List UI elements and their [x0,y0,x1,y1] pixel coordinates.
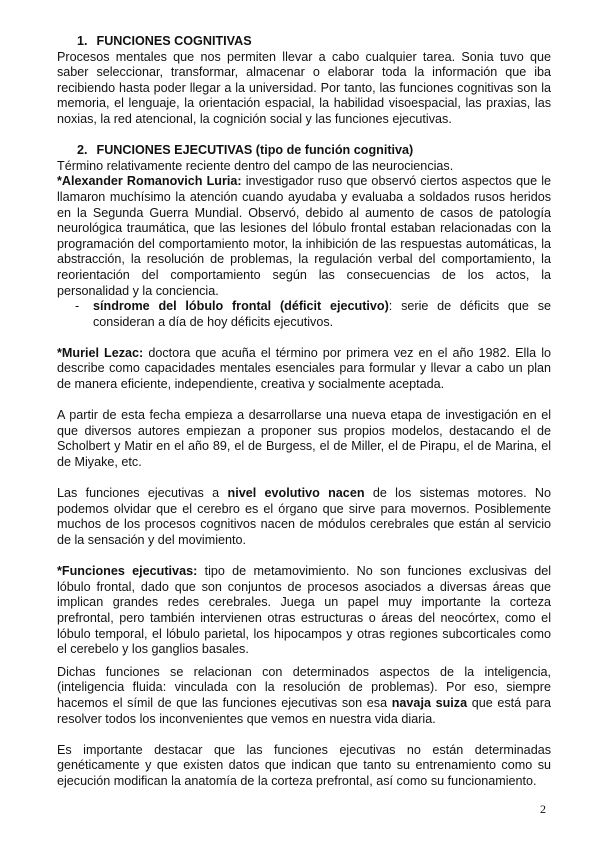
luria-paragraph [57,174,551,299]
bullet-text: : serie de déficits que se consideran a día de hoy déficits ejecutivos. [93,299,552,329]
section-1-heading [57,34,551,50]
luria-name: *Alexander Romanovich Luria: [57,174,242,189]
executive-functions-text: tipo de metamovimiento. No son funciones exclusivas del lóbulo frontal, dado que son conjuntos de procesos asociados a diversas áreas que implican grandes redes cerebrales. Juega un papel muy importante la corteza prefrontal, pero también intervienen otras estructuras o áreas del neocórtex, como el lóbulo temporal, el lóbulo parietal, los hipocampos y otras regiones subcorticales como el cerebelo y los ganglios basales. [57,564,552,657]
evolutive-paragraph [57,486,551,548]
lezac-name: *Muriel Lezac: [57,345,144,360]
evolutive-bold: nivel evolutivo nacen [227,486,365,501]
swiss-knife-pre: Dichas funciones se relacionan con determinados aspectos de la inteligencia, (inteligencia fluida: vinculada con la resolución de problemas). Por eso, siempre hacemos el símil de que las funciones ejecutivas son esa [57,664,551,710]
bullet-bold-term: síndrome del lóbulo frontal (déficit ejecutivo) [93,299,389,314]
section-2-title: FUNCIONES EJECUTIVAS (tipo de función cognitiva) [96,143,414,158]
bullet-dash: - [75,299,80,314]
training-paragraph: Es importante destacar que las funciones ejecutivas no están determinadas genéticamente y que existen datos que indican que tanto su entrenamiento como su ejecución modifican la anatomía de la corteza prefrontal, así como su funcionamiento. [57,742,551,788]
executive-functions-term: *Funciones ejecutivas: [57,564,198,579]
swiss-knife-paragraph [57,665,551,727]
section-1-number: 1. [77,34,88,48]
luria-text: investigador ruso que observó ciertos aspectos que le llamaron muchísimo la atención cuando ayudaba y evaluaba a soldados rusos heridos en la Segunda Guerra Mundial. Observó, debido al aumento de casos de patología neurológica traumática, que las lesiones del lóbulo frontal estaban relacionadas con la programación del comportamiento motor, la inhibición de las respuestas automáticas, la abstracción, la resolución de problemas, la regulación verbal del comportamiento, la reorientación del comportamiento según las consecuencias de los actos, la personalidad y la conciencia. [57,174,551,298]
section-2-heading [57,143,551,159]
section-2-intro: Término relativamente reciente dentro del campo de las neurociencias. [57,158,454,173]
page-number: 2 [540,802,546,816]
evolutive-post: de los sistemas motores. No podemos olvidar que el cerebro es el órgano que sirve para movernos. Posiblemente muchos de los procesos cognitivos nacen de módulos cerebrales que están al servicio de la sensación y del movimiento. [57,486,551,547]
section-1-title: FUNCIONES COGNITIVAS [96,34,252,48]
evolutive-pre: Las funciones ejecutivas a [57,486,228,501]
models-paragraph: A partir de esta fecha empieza a desarrollarse una nueva etapa de investigación en el que diversos autores empiezan a proponer sus propios modelos, destacando el de Scholbert y Matir en el año 89, el de Burgess, el de Miller, el de Pirapu, el de Marina, el de Miyake, etc. [57,408,551,470]
swiss-knife-post: que está para resolver todos los inconvenientes que vemos en nuestra vida diaria. [57,695,551,726]
lezac-paragraph [57,346,551,393]
document-page [57,34,551,790]
section-1-body: Procesos mentales que nos permiten llevar a cabo cualquier tarea. Sonia tuvo que saber seleccionar, transformar, almacenar o elaborar toda la información que iba recibiendo hasta poder llegar a la universidad. Por tanto, las funciones cognitivas son la memoria, el lenguaje, la orientación espacial, la habilidad visoespacial, las praxias, las noxias, la red atencional, la cognición social y las funciones ejecutivas. [57,49,551,126]
section-2-number: 2. [77,143,88,158]
frontal-syndrome-bullet [57,299,551,330]
lezac-text: doctora que acuña el término por primera vez en el año 1982. Ella lo describe como capacidades mentales esenciales para formular y llevar a cabo un plan de manera eficiente, independiente, creativa y socialmente aceptada. [57,345,551,392]
swiss-knife-bold: navaja suiza [391,695,468,710]
executive-functions-paragraph [57,564,551,658]
